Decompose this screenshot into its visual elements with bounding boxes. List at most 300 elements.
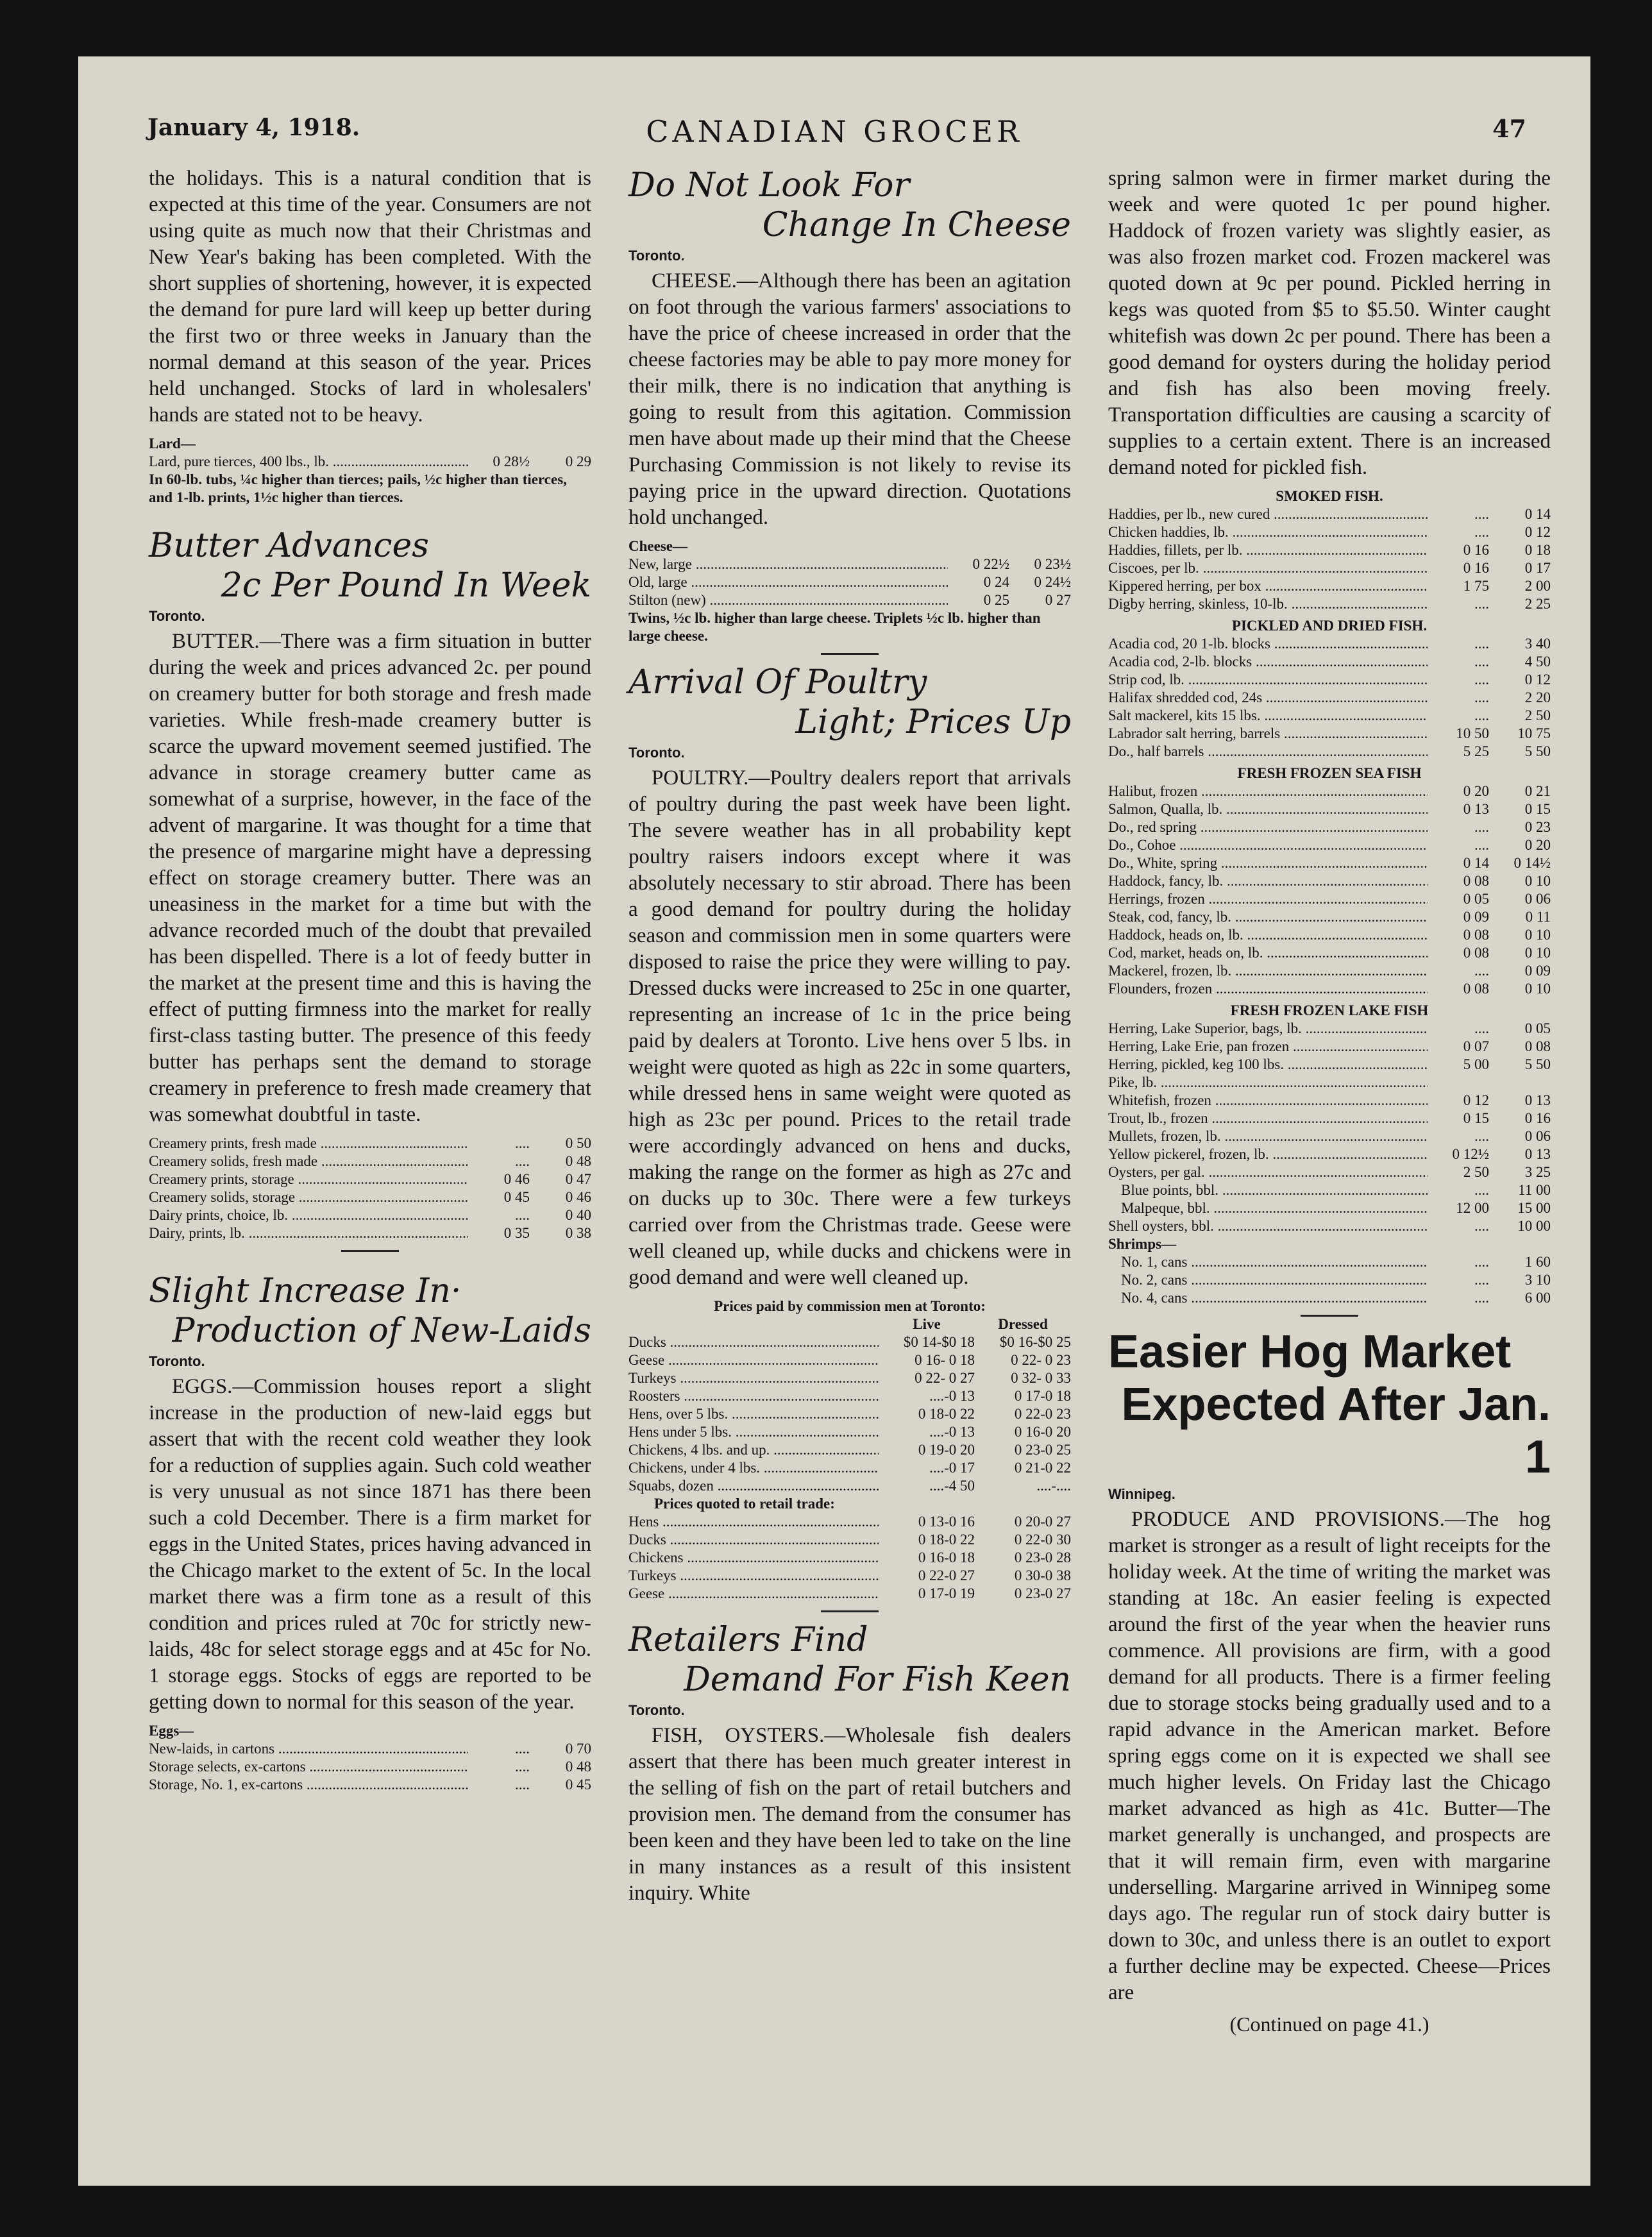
price-item-label: Squabs, dozen ..... bbox=[628, 1477, 879, 1495]
price-item-label: Kippered herring, per box ..... bbox=[1108, 577, 1428, 595]
price-item-label: Mullets, frozen, lb. ..... bbox=[1108, 1127, 1428, 1145]
price-item-label: Halifax shredded cod, 24s ..... bbox=[1108, 689, 1428, 707]
price-item-label: Chicken haddies, lb. ..... bbox=[1108, 523, 1428, 541]
price-value: 0 09 bbox=[1524, 963, 1551, 979]
price-value: 0 12 bbox=[1524, 524, 1551, 540]
butter-prices bbox=[149, 1135, 591, 1242]
price-value: 0 18-0 22 bbox=[918, 1532, 975, 1548]
price-row bbox=[1108, 671, 1551, 689]
price-value: .... bbox=[1474, 596, 1489, 612]
price-row bbox=[1108, 559, 1551, 577]
price-value: 0 13 bbox=[1524, 1146, 1551, 1162]
price-value: 0 18-0 22 bbox=[918, 1406, 975, 1422]
price-value: 0 25 bbox=[983, 592, 1009, 608]
price-value: 0 21-0 22 bbox=[1014, 1460, 1071, 1476]
price-value: 0 23 bbox=[1524, 819, 1551, 835]
price-value: 3 25 bbox=[1524, 1164, 1551, 1180]
price-row bbox=[1108, 1289, 1551, 1307]
price-item-label: Dairy, prints, lb. ..... bbox=[149, 1224, 468, 1242]
price-row bbox=[628, 573, 1071, 591]
price-value: 0 16 bbox=[1524, 1110, 1551, 1126]
price-row bbox=[1108, 980, 1551, 998]
column-2 bbox=[628, 165, 1071, 1913]
price-value: 0 07 bbox=[1463, 1038, 1489, 1054]
price-value: 0 10 bbox=[1524, 873, 1551, 889]
price-row bbox=[1108, 1127, 1551, 1145]
price-value: 0 16 bbox=[1463, 560, 1489, 576]
poultry-headline: Arrival Of Poultry Light; Prices Up bbox=[628, 663, 1071, 741]
price-item-label: Haddies, fillets, per lb. ..... bbox=[1108, 541, 1428, 559]
page-number: 47 bbox=[1492, 114, 1526, 143]
publication-title: CANADIAN GROCER bbox=[646, 114, 1023, 149]
price-value: 0 29 bbox=[565, 453, 591, 469]
cheese-article-text: CHEESE.—Although there has been an agitation on foot through the various farmers' associations to have the price of cheese increased in order that the cheese factories may be able to pay more money for their milk, there is no indication that anything is going to result from this agitation. Commission men have about made up their mind that the Cheese Purchasing Commission is not likely to revise its paying price in the upward direction. Quotations hold unchanged. bbox=[628, 269, 1071, 529]
price-value: 0 24½ bbox=[1034, 574, 1071, 590]
price-value: 0 15 bbox=[1524, 801, 1551, 817]
price-value: .... bbox=[1474, 524, 1489, 540]
price-value: .... bbox=[515, 1207, 530, 1223]
price-row bbox=[1108, 1056, 1551, 1074]
price-row bbox=[1108, 872, 1551, 890]
dateline: Toronto. bbox=[628, 248, 685, 264]
price-row bbox=[1108, 1074, 1551, 1092]
price-value: .... bbox=[1474, 1218, 1489, 1234]
price-item-label: Whitefish, frozen ..... bbox=[1108, 1092, 1428, 1110]
price-row bbox=[628, 1477, 1071, 1495]
price-row bbox=[1108, 1163, 1551, 1181]
price-item-label: Creamery solids, fresh made ..... bbox=[149, 1152, 468, 1170]
price-value: 0 14 bbox=[1463, 855, 1489, 871]
price-value: 6 00 bbox=[1524, 1290, 1551, 1306]
price-row bbox=[149, 1224, 591, 1242]
price-value: 2 50 bbox=[1463, 1164, 1489, 1180]
price-value: .... bbox=[515, 1759, 530, 1775]
price-value: ....-4 50 bbox=[929, 1478, 975, 1494]
price-value: 0 12½ bbox=[1452, 1146, 1489, 1162]
price-value: 0 22-0 23 bbox=[1014, 1406, 1071, 1422]
price-item-label: Do., red spring ..... bbox=[1108, 818, 1428, 836]
price-item-label: Cod, market, heads on, lb. ..... bbox=[1108, 944, 1428, 962]
price-value: .... bbox=[1474, 671, 1489, 688]
price-value: 0 10 bbox=[1524, 945, 1551, 961]
price-item-label: Labrador salt herring, barrels ..... bbox=[1108, 725, 1428, 743]
price-value: .... bbox=[1474, 1182, 1489, 1198]
price-value: .... bbox=[1474, 1020, 1489, 1036]
poultry-prices: Prices paid by commission men at Toronto: Live Dressed Ducks ..... $0 14-$0 18 $0 16-$0 25 Geese ..... 0 16- 0 18 0 22- 0 23 Turkeys ..... 0 22- 0 27 0 32- 0 33 Roosters ..... ....-0 13 0 17-0 18 Hens, over 5 lbs. ..... 0 18-0 22 0 22-0 23 Hens under 5 lbs. ..... ....-0 13 0 16-0 20 Chickens, 4 lbs. and up. ..... 0 19-0 20 0 23-0 25 Chickens, under 4 lbs. ..... ....-0 17 0 21-0 22 Squabs, dozen ..... ....-4 50 ....-.... Prices quoted to retail trade: Hens ..... 0 13-0 16 0 20-0 27 Ducks ..... 0 18-0 22 0 22-0 30 Chickens ..... 0 16-0 18 0 23-0 28 Turkeys ..... 0 22-0 27 0 30-0 38 Geese ..... 0 17-0 19 0 23-0 27 bbox=[628, 1297, 1071, 1603]
price-value: 0 10 bbox=[1524, 981, 1551, 997]
price-item-label: Herring, Lake Superior, bags, lb. ..... bbox=[1108, 1020, 1428, 1038]
price-row bbox=[1108, 707, 1551, 725]
price-value: .... bbox=[1474, 1290, 1489, 1306]
price-row bbox=[1108, 818, 1551, 836]
price-item-label: Hens under 5 lbs. ..... bbox=[628, 1423, 879, 1441]
dateline: Toronto. bbox=[628, 745, 685, 761]
price-value: 0 18 bbox=[1524, 542, 1551, 558]
price-item-label: Herrings, frozen ..... bbox=[1108, 890, 1428, 908]
price-item-label: Chickens, 4 lbs. and up. ..... bbox=[628, 1441, 879, 1459]
price-item-label: No. 4, cans ..... bbox=[1108, 1289, 1428, 1307]
price-value: 5 25 bbox=[1463, 743, 1489, 759]
lard-label: Lard— bbox=[149, 435, 196, 452]
price-row bbox=[628, 555, 1071, 573]
price-item-label: Creamery solids, storage ..... bbox=[149, 1188, 468, 1206]
price-row bbox=[149, 453, 591, 471]
price-value: 3 10 bbox=[1524, 1272, 1551, 1288]
price-row bbox=[1108, 505, 1551, 523]
price-value: .... bbox=[1474, 819, 1489, 835]
price-value: 0 08 bbox=[1463, 927, 1489, 943]
eggs-prices: Eggs— New-laids, in cartons ..... .... 0 70 Storage selects, ex-cartons ..... .... 0 48 Storage, No. 1, ex-cartons ..... .... 0 45 bbox=[149, 1722, 591, 1794]
price-value: ....-0 17 bbox=[929, 1460, 975, 1476]
price-item-label: Herring, pickled, keg 100 lbs. ..... bbox=[1108, 1056, 1428, 1074]
price-item-label: Haddock, heads on, lb. ..... bbox=[1108, 926, 1428, 944]
price-value: 10 50 bbox=[1456, 725, 1489, 741]
price-item-label: Strip cod, lb. ..... bbox=[1108, 671, 1428, 689]
price-row bbox=[628, 1459, 1071, 1477]
cheese-headline: Do Not Look For Change In Cheese bbox=[628, 166, 1071, 244]
section-rule bbox=[821, 653, 879, 655]
price-row bbox=[1108, 1092, 1551, 1110]
price-row bbox=[1108, 541, 1551, 559]
price-value: 0 27 bbox=[1045, 592, 1071, 608]
price-value: 2 20 bbox=[1524, 689, 1551, 705]
price-value: 0 23-0 28 bbox=[1014, 1549, 1071, 1566]
price-value: 0 12 bbox=[1463, 1092, 1489, 1108]
fish-article-text: FISH, OYSTERS.—Wholesale fish dealers assert that there has been much greater interest in the selling of fish on the part of retail butchers and provision men. The demand from the consumer has been keen and they have been led to take on the line in many instances as a result of this insistent inquiry. White bbox=[628, 1724, 1071, 1905]
price-item-label: Malpeque, bbl. ..... bbox=[1108, 1199, 1428, 1217]
price-value: 0 20 bbox=[1524, 837, 1551, 853]
continued-notice: (Continued on page 41.) bbox=[1229, 2013, 1429, 2036]
dateline: Toronto. bbox=[149, 608, 205, 624]
price-item-label: Steak, cod, fancy, lb. ..... bbox=[1108, 908, 1428, 926]
price-item-label: Salmon, Qualla, lb. ..... bbox=[1108, 800, 1428, 818]
price-item-label: Storage, No. 1, ex-cartons ..... bbox=[149, 1776, 468, 1794]
hog-headline: Easier Hog Market Expected After Jan. 1 bbox=[1108, 1326, 1551, 1483]
price-row bbox=[1108, 1271, 1551, 1289]
price-value: .... bbox=[1474, 506, 1489, 522]
price-value: 10 00 bbox=[1517, 1218, 1551, 1234]
price-item-label: Oysters, per gal. ..... bbox=[1108, 1163, 1428, 1181]
price-value: 0 14 bbox=[1524, 506, 1551, 522]
price-item-label: Dairy prints, choice, lb. ..... bbox=[149, 1206, 468, 1224]
price-value: ....-0 13 bbox=[929, 1424, 975, 1440]
price-item-label: Do., Cohoe ..... bbox=[1108, 836, 1428, 854]
price-value: 0 48 bbox=[565, 1759, 591, 1775]
fish-prices: SMOKED FISH. Haddies, per lb., new cured ..... .... 0 14 Chicken haddies, lb. ..... .... 0 12 Haddies, fillets, per lb. ..... 0 16 0 18 Ciscoes, per lb. ..... 0 16 0 17 Kippered herring, per box ..... 1 75 2 00 Digby herring, skinless, 10-lb. ..... .... 2 25 PICKLED AND DRIED FISH. Acadia cod, 20 1-lb. blocks ..... .... 3 40 Acadia cod, 2-lb. blocks ..... .... 4 50 Strip cod, lb. ..... .... 0 12 Halifax shredded cod, 24s ..... .... 2 20 Salt mackerel, kits 15 lbs. ..... .... 2 50 Labrador salt herring, barrels ..... 10 50 10 75 Do., half barrels ..... 5 25 5 50 FRESH FROZEN SEA FISH Halibut, frozen ..... 0 20 0 21 Salmon, Qualla, lb. ..... 0 13 0 15 Do., red spring ..... .... 0 23 Do., Cohoe ..... .... 0 20 Do., White, spring ..... 0 14 0 14½ Haddock, fancy, lb. ..... 0 08 0 10 Herrings, frozen ..... 0 05 0 06 Steak, cod, fancy, lb. ..... 0 09 0 11 Haddock, heads on, lb. ..... 0 08 0 10 Cod, market, heads on, lb. ..... 0 08 0 10 Mackerel, frozen, lb. ..... .... 0 09 Flounders, frozen ..... 0 08 0 10 FRESH FROZEN LAKE FISH Herring, Lake Superior, bags, lb. ..... .... 0 05 Herring, Lake Erie, pan frozen ..... 0 07 0 08 Herring, pickled, keg 100 lbs. ..... 5 00 5 50 Pike, lb. ..... Whitefish, frozen ..... 0 12 0 13 Trout, lb., frozen ..... 0 15 0 16 Mullets, frozen, lb. ..... .... 0 06 Yellow pickerel, frozen, lb. ..... 0 12½ 0 13 Oysters, per gal. ..... 2 50 3 25 Blue points, bbl. ..... .... 11 00 Malpeque, bbl. ..... 12 00 15 00 Shell oysters, bbl. ..... .... 10 00 Shrimps— No. 1, cans ..... .... 1 60 No. 2, cans ..... .... 3 10 No. 4, cans ..... .... 6 00 bbox=[1108, 487, 1551, 1307]
price-row bbox=[1108, 635, 1551, 653]
price-item-label: No. 1, cans ..... bbox=[1108, 1253, 1428, 1271]
dateline: Toronto. bbox=[628, 1702, 685, 1718]
lard-article-text: the holidays. This is a natural condition that is expected at this time of the year. Consumers are not using quite as much now that their Christmas and New Year's baking has been completed. With the short supplies of shortening, however, it is expected the demand for pure lard will keep up better during the first two or three weeks in January than the normal demand at this season of the year. Prices held unchanged. Stocks of lard in wholesalers' hands are stated not to be heavy. bbox=[149, 167, 591, 426]
section-rule bbox=[821, 1610, 879, 1612]
price-item-label: Geese ..... bbox=[628, 1585, 879, 1603]
price-row bbox=[1108, 725, 1551, 743]
price-value: 0 38 bbox=[565, 1225, 591, 1241]
price-value: 0 13-0 16 bbox=[918, 1514, 975, 1530]
price-item-label: Ducks ..... bbox=[628, 1333, 879, 1351]
price-value: 0 09 bbox=[1463, 909, 1489, 925]
dateline: Winnipeg. bbox=[1108, 1486, 1176, 1502]
price-row bbox=[628, 1567, 1071, 1585]
price-value: 2 50 bbox=[1524, 707, 1551, 723]
price-value: 0 28½ bbox=[493, 453, 530, 469]
price-row bbox=[628, 1333, 1071, 1351]
price-row bbox=[149, 1135, 591, 1152]
price-value: .... bbox=[515, 1153, 530, 1169]
price-value: 0 23-0 27 bbox=[1014, 1585, 1071, 1601]
price-value: 0 32- 0 33 bbox=[1011, 1370, 1071, 1386]
price-value: 0 22- 0 23 bbox=[1011, 1352, 1071, 1368]
price-row bbox=[1108, 782, 1551, 800]
price-row bbox=[628, 1387, 1071, 1405]
price-value: 0 46 bbox=[565, 1189, 591, 1205]
price-item-label: Lard, pure tierces, 400 lbs., lb. ..... bbox=[149, 453, 468, 471]
price-row bbox=[1108, 653, 1551, 671]
price-row bbox=[149, 1776, 591, 1794]
price-row bbox=[1108, 962, 1551, 980]
price-row bbox=[628, 1585, 1071, 1603]
issue-date: January 4, 1918. bbox=[148, 114, 360, 141]
price-value: 0 23-0 25 bbox=[1014, 1442, 1071, 1458]
lard-note: In 60-lb. tubs, ¼c higher than tierces; pails, ½c higher than tierces, and 1-lb. prints, 1½c higher than tierces. bbox=[149, 471, 567, 505]
section-rule bbox=[341, 1250, 399, 1252]
price-row bbox=[1108, 836, 1551, 854]
price-item-label: Haddock, fancy, lb. ..... bbox=[1108, 872, 1428, 890]
price-value: 0 47 bbox=[565, 1171, 591, 1187]
price-value: 0 20-0 27 bbox=[1014, 1514, 1071, 1530]
price-value: 0 22-0 30 bbox=[1014, 1532, 1071, 1548]
price-row bbox=[1108, 1145, 1551, 1163]
price-row bbox=[1108, 743, 1551, 761]
price-item-label: Turkeys ..... bbox=[628, 1369, 879, 1387]
price-row bbox=[1108, 577, 1551, 595]
price-item-label: Trout, lb., frozen ..... bbox=[1108, 1110, 1428, 1127]
price-item-label: Mackerel, frozen, lb. ..... bbox=[1108, 962, 1428, 980]
price-value: 0 17-0 18 bbox=[1014, 1388, 1071, 1404]
butter-headline: Butter Advances 2c Per Pound In Week bbox=[149, 527, 591, 605]
price-value: 0 17 bbox=[1524, 560, 1551, 576]
price-row bbox=[628, 1405, 1071, 1423]
price-item-label: Salt mackerel, kits 15 lbs. ..... bbox=[1108, 707, 1428, 725]
price-row bbox=[628, 1423, 1071, 1441]
price-value: 12 00 bbox=[1456, 1200, 1489, 1216]
price-value: 0 06 bbox=[1524, 1128, 1551, 1144]
price-item-label: Halibut, frozen ..... bbox=[1108, 782, 1428, 800]
price-row bbox=[628, 1531, 1071, 1549]
price-value bbox=[1428, 1074, 1489, 1092]
column-1 bbox=[149, 165, 591, 1798]
price-item-label: Chickens ..... bbox=[628, 1549, 879, 1567]
price-value: 10 75 bbox=[1517, 725, 1551, 741]
price-value: .... bbox=[1474, 1272, 1489, 1288]
price-row bbox=[1108, 1217, 1551, 1235]
cheese-prices: Cheese— New, large ..... 0 22½ 0 23½ Old, large ..... 0 24 0 24½ Stilton (new) ..... 0 25 0 27 Twins, ½c lb. higher than large cheese. Triplets ½c lb. higher than large cheese. bbox=[628, 537, 1071, 645]
price-value: 0 48 bbox=[565, 1153, 591, 1169]
price-value: .... bbox=[515, 1741, 530, 1757]
price-item-label: Hens, over 5 lbs. ..... bbox=[628, 1405, 879, 1423]
price-value: 0 46 bbox=[503, 1171, 530, 1187]
price-row bbox=[1108, 800, 1551, 818]
price-item-label: Acadia cod, 20 1-lb. blocks ..... bbox=[1108, 635, 1428, 653]
price-row bbox=[628, 1369, 1071, 1387]
price-value: 0 11 bbox=[1525, 909, 1551, 925]
price-value: .... bbox=[1474, 654, 1489, 670]
price-item-label: Shell oysters, bbl. ..... bbox=[1108, 1217, 1428, 1235]
price-value bbox=[1489, 1074, 1551, 1092]
price-value: 0 20 bbox=[1463, 783, 1489, 799]
price-value: 0 21 bbox=[1524, 783, 1551, 799]
price-value: 0 45 bbox=[503, 1189, 530, 1205]
price-value: .... bbox=[515, 1777, 530, 1793]
dateline: Toronto. bbox=[149, 1353, 205, 1369]
price-value: 5 00 bbox=[1463, 1056, 1489, 1072]
eggs-article-text: EGGS.—Commission houses report a slight increase in the production of new-laid eggs but assert that with the recent cold weather they look for a reduction of supplies again. Such cold weather is very unusual as not since 1871 has there been such a cold December. There is a firm market for eggs in the United States, prices having advanced in the Chicago market to the extent of 5c. In the local market there was a firm tone as a result of this condition and prices ruled at 70c for strictly new-laids, 48c for select storage eggs and at 45c for No. 1 storage eggs. Stocks of eggs are reported to be getting down to normal for this season of the year. bbox=[149, 1375, 591, 1714]
price-item-label: Stilton (new) ..... bbox=[628, 591, 948, 609]
price-value: $0 16-$0 25 bbox=[999, 1334, 1071, 1350]
price-row bbox=[1108, 523, 1551, 541]
price-value: .... bbox=[1474, 1128, 1489, 1144]
price-value: ....-.... bbox=[1036, 1478, 1071, 1494]
price-item-label: Hens ..... bbox=[628, 1513, 879, 1531]
price-value: 0 17-0 19 bbox=[918, 1585, 975, 1601]
price-value: 0 08 bbox=[1463, 945, 1489, 961]
price-item-label: Geese ..... bbox=[628, 1351, 879, 1369]
price-value: 0 19-0 20 bbox=[918, 1442, 975, 1458]
price-value: 0 08 bbox=[1463, 873, 1489, 889]
price-item-label: Do., half barrels ..... bbox=[1108, 743, 1428, 761]
price-row bbox=[1108, 890, 1551, 908]
price-value: .... bbox=[1474, 963, 1489, 979]
price-value: 3 40 bbox=[1524, 636, 1551, 652]
price-value: 0 16-0 18 bbox=[918, 1549, 975, 1566]
price-value: 0 22½ bbox=[972, 556, 1009, 572]
price-item-label: Herring, Lake Erie, pan frozen ..... bbox=[1108, 1038, 1428, 1056]
price-row bbox=[1108, 689, 1551, 707]
price-row bbox=[149, 1758, 591, 1776]
price-row bbox=[628, 591, 1071, 609]
price-value: 0 13 bbox=[1463, 801, 1489, 817]
price-item-label: Creamery prints, storage ..... bbox=[149, 1170, 468, 1188]
price-row bbox=[1108, 595, 1551, 613]
price-value: 0 05 bbox=[1463, 891, 1489, 907]
price-row bbox=[1108, 1253, 1551, 1271]
price-row bbox=[149, 1206, 591, 1224]
price-value: .... bbox=[1474, 837, 1489, 853]
price-value: 5 50 bbox=[1524, 743, 1551, 759]
price-value: 2 25 bbox=[1524, 596, 1551, 612]
price-value: .... bbox=[515, 1135, 530, 1151]
price-value: 0 08 bbox=[1524, 1038, 1551, 1054]
price-value: 0 16- 0 18 bbox=[914, 1352, 975, 1368]
price-item-label: Creamery prints, fresh made ..... bbox=[149, 1135, 468, 1152]
price-value: 0 22-0 27 bbox=[918, 1567, 975, 1583]
price-row bbox=[1108, 1199, 1551, 1217]
price-item-label: Turkeys ..... bbox=[628, 1567, 879, 1585]
price-value: 0 40 bbox=[565, 1207, 591, 1223]
price-value: 0 13 bbox=[1524, 1092, 1551, 1108]
price-value: 0 16-0 20 bbox=[1014, 1424, 1071, 1440]
price-value: .... bbox=[1474, 1254, 1489, 1270]
hog-article-text: PRODUCE AND PROVISIONS.—The hog market is stronger as a result of light receipts for the holiday week. At the time of writing the market was standing at 18c. An easier feeling is expected around the first of the year when the heavier runs commence. All provisions are firm, with a good demand for all products. There is a firmer feeling due to storage stocks being gradually used and to a rapid advance in the American market. Before spring eggs come on it is expected we shall see much higher levels. On Friday last the Chicago market advanced as high as 41c. Butter—The market generally is unchanged, and prospects are that it will remain firm, even with margarine underselling. Margarine arrived in Winnipeg some days ago. The regular run of stock dairy butter is down to 30c, and unless there is an outlet to export a further decline may be expected. Cheese—Prices are bbox=[1108, 1508, 1551, 2004]
price-row bbox=[1108, 854, 1551, 872]
price-value: 0 10 bbox=[1524, 927, 1551, 943]
price-value: 0 16 bbox=[1463, 542, 1489, 558]
price-item-label: Acadia cod, 2-lb. blocks ..... bbox=[1108, 653, 1428, 671]
price-value: 0 08 bbox=[1463, 981, 1489, 997]
price-value: 0 50 bbox=[565, 1135, 591, 1151]
price-value: .... bbox=[1474, 707, 1489, 723]
price-item-label: No. 2, cans ..... bbox=[1108, 1271, 1428, 1289]
price-value: 4 50 bbox=[1524, 654, 1551, 670]
price-row bbox=[628, 1513, 1071, 1531]
price-value: .... bbox=[1474, 689, 1489, 705]
price-value: 0 23½ bbox=[1034, 556, 1071, 572]
price-value: 0 45 bbox=[565, 1777, 591, 1793]
price-row bbox=[1108, 1020, 1551, 1038]
price-value: 0 14½ bbox=[1513, 855, 1551, 871]
price-value: .... bbox=[1474, 636, 1489, 652]
price-value: 0 05 bbox=[1524, 1020, 1551, 1036]
price-value: 15 00 bbox=[1517, 1200, 1551, 1216]
price-row bbox=[1108, 1110, 1551, 1127]
price-row bbox=[149, 1170, 591, 1188]
price-row bbox=[149, 1188, 591, 1206]
price-item-label: Pike, lb. ..... bbox=[1108, 1074, 1428, 1092]
column-3 bbox=[1108, 165, 1551, 2036]
price-row bbox=[149, 1152, 591, 1170]
price-item-label: Roosters ..... bbox=[628, 1387, 879, 1405]
price-value: 11 00 bbox=[1518, 1182, 1551, 1198]
price-row bbox=[628, 1441, 1071, 1459]
poultry-article-text: POULTRY.—Poultry dealers report that arrivals of poultry during the past week have been light. The severe weather has in all probability kept poultry raisers indoors except where it was absolutely necessary to stir abroad. There has been a good demand for poultry during the holiday season and commission men in some quarters were disposed to raise the price they were willing to pay. Dressed ducks were increased to 25c in one quarter, representing an increase of 1c in the price being paid by dealers at Toronto. Live hens over 5 lbs. in weight were quoted as high as 22c in some quarters, while dressed hens in same weight were quoted as high as 23c per pound. Prices to the retail trade were accordingly advanced on hens and ducks, making the range on the former as high as 27c and on ducks up to 30c. There were a few turkeys carried over from the Christmas trade. Geese were well cleaned up, while ducks and chickens were in good demand and were well cleaned up. bbox=[628, 766, 1071, 1289]
price-item-label: Ducks ..... bbox=[628, 1531, 879, 1549]
price-value: 0 70 bbox=[565, 1741, 591, 1757]
section-rule bbox=[1301, 1315, 1358, 1317]
price-item-label: Flounders, frozen ..... bbox=[1108, 980, 1428, 998]
price-value: 1 60 bbox=[1524, 1254, 1551, 1270]
price-row bbox=[1108, 1181, 1551, 1199]
price-item-label: Blue points, bbl. ..... bbox=[1108, 1181, 1428, 1199]
price-item-label: Haddies, per lb., new cured ..... bbox=[1108, 505, 1428, 523]
price-item-label: Yellow pickerel, frozen, lb. ..... bbox=[1108, 1145, 1428, 1163]
price-value: 2 00 bbox=[1524, 578, 1551, 594]
fish-headline: Retailers Find Demand For Fish Keen bbox=[628, 1621, 1071, 1699]
price-item-label: Digby herring, skinless, 10-lb. ..... bbox=[1108, 595, 1428, 613]
price-value: 5 50 bbox=[1524, 1056, 1551, 1072]
price-row bbox=[628, 1351, 1071, 1369]
butter-article-text: BUTTER.—There was a firm situation in butter during the week and prices advanced 2c. per pound on creamery butter for both storage and fresh made varieties. While fresh-made creamery butter is scarce the upward movement seemed justified. The advance in storage creamery butter came as somewhat of a surprise, however, in the face of the advent of margarine. It was thought for a time that the presence of margarine might have a depressing effect on storage creamery butter. There was an uneasiness in the market for a time but with the advance recorded much of the doubt that prevailed has been dispelled. There is a lot of feedy butter in the market at the present time and this is having the effect of putting firmness into the market for really first-class tasting butter. The presence of this feedy butter has perhaps sent the demand to storage creamery in preference to fresh made creamery that was somewhat doubtful in taste. bbox=[149, 630, 591, 1126]
price-row bbox=[1108, 908, 1551, 926]
price-item-label: Chickens, under 4 lbs. ..... bbox=[628, 1459, 879, 1477]
price-value: 0 12 bbox=[1524, 671, 1551, 688]
eggs-headline: Slight Increase In· Production of New-Laids bbox=[149, 1272, 591, 1350]
price-row bbox=[1108, 944, 1551, 962]
price-value: 0 35 bbox=[503, 1225, 530, 1241]
price-value: 0 22- 0 27 bbox=[914, 1370, 975, 1386]
price-item-label: Old, large ..... bbox=[628, 573, 948, 591]
price-item-label: Storage selects, ex-cartons ..... bbox=[149, 1758, 468, 1776]
price-value: $0 14-$0 18 bbox=[903, 1334, 975, 1350]
price-value: ....-0 13 bbox=[929, 1388, 975, 1404]
price-value: 0 15 bbox=[1463, 1110, 1489, 1126]
price-item-label: Ciscoes, per lb. ..... bbox=[1108, 559, 1428, 577]
price-row bbox=[149, 1740, 591, 1758]
fish-article-continued: spring salmon were in firmer market during the week and were quoted 1c per pound higher. Haddock of frozen variety was slightly easier, as was also frozen market cod. Frozen mackerel was quoted down at 9c per pound. Pickled herring in kegs was quoted from $5 to $5.50. Winter caught whitefish was down 2c per pound. There has been a good demand for oysters during the holiday period and fish has also been moving freely. Transportation difficulties are causing a scarcity of supplies to a certain extent. There is an increased demand noted for pickled fish. bbox=[1108, 167, 1551, 479]
price-value: 1 75 bbox=[1463, 578, 1489, 594]
price-item-label: Do., White, spring ..... bbox=[1108, 854, 1428, 872]
price-row bbox=[628, 1549, 1071, 1567]
price-item-label: New, large ..... bbox=[628, 555, 948, 573]
